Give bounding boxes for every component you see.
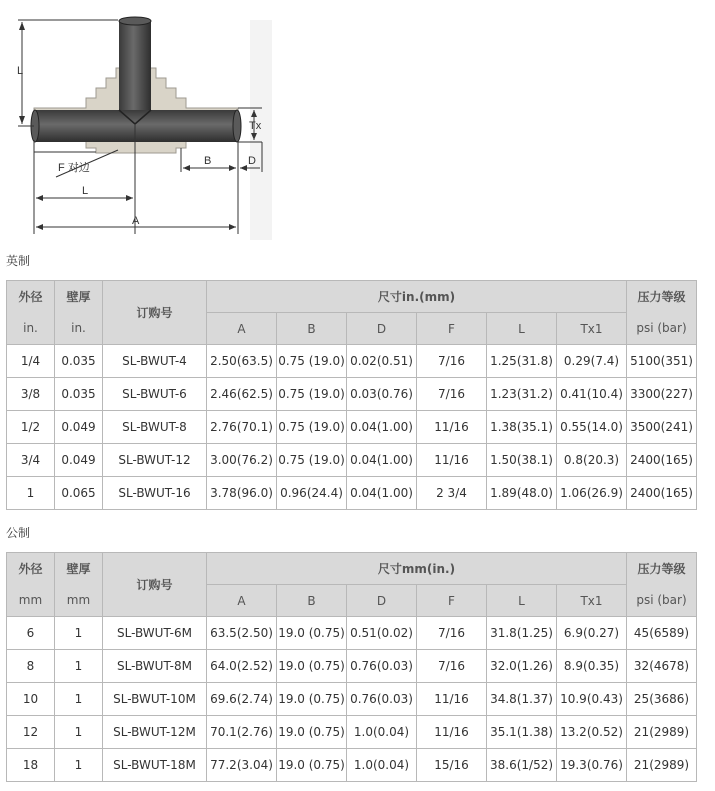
header-col-f: F	[417, 313, 487, 345]
cell-wall: 1	[55, 683, 103, 716]
metric-section-title: 公制	[6, 526, 31, 540]
cell-wall: 1	[55, 617, 103, 650]
cell-a: 2.46(62.5)	[207, 378, 277, 411]
cell-tx1: 13.2(0.52)	[557, 716, 627, 749]
cell-wall: 0.035	[55, 345, 103, 378]
cell-d: 0.76(0.03)	[347, 683, 417, 716]
header-col-b: B	[277, 313, 347, 345]
header-dims: 尺寸mm(in.)	[207, 553, 627, 585]
cell-b: 0.75 (19.0)	[277, 411, 347, 444]
header-col-tx1: Tx1	[557, 585, 627, 617]
table-row	[7, 683, 697, 716]
header-od-label: 外径	[18, 289, 43, 304]
cell-f: 7/16	[417, 650, 487, 683]
cell-a: 69.6(2.74)	[207, 683, 277, 716]
header-col-a: A	[207, 313, 277, 345]
cell-f: 7/16	[417, 378, 487, 411]
cell-f: 15/16	[417, 749, 487, 782]
table-row	[7, 716, 697, 749]
cell-l: 35.1(1.38)	[487, 716, 557, 749]
header-wall-unit: mm	[66, 592, 91, 607]
cell-f: 11/16	[417, 411, 487, 444]
cell-wall: 1	[55, 749, 103, 782]
cell-l: 1.23(31.2)	[487, 378, 557, 411]
header-wall-label: 壁厚	[66, 289, 91, 304]
cell-tx1: 0.55(14.0)	[557, 411, 627, 444]
imperial-section-title: 英制	[6, 254, 31, 268]
cell-b: 0.75 (19.0)	[277, 444, 347, 477]
cell-pressure: 25(3686)	[627, 683, 697, 716]
cell-pressure: 2400(165)	[627, 477, 697, 510]
cell-part-number: SL-BWUT-8	[103, 411, 207, 444]
header-pressure	[627, 281, 697, 345]
cell-b: 19.0 (0.75)	[277, 617, 347, 650]
cell-od: 3/4	[7, 444, 55, 477]
imperial-table-body	[7, 345, 697, 510]
cell-l: 31.8(1.25)	[487, 617, 557, 650]
cell-part-number: SL-BWUT-10M	[103, 683, 207, 716]
cell-f: 11/16	[417, 716, 487, 749]
cell-d: 0.03(0.76)	[347, 378, 417, 411]
cell-l: 1.38(35.1)	[487, 411, 557, 444]
dim-label-l-bottom: L	[82, 185, 89, 197]
metric-spec-table	[6, 552, 697, 782]
dim-label-d: D	[248, 155, 256, 167]
table-row	[7, 749, 697, 782]
cell-od: 6	[7, 617, 55, 650]
cell-pressure: 32(4678)	[627, 650, 697, 683]
dim-label-f: F 对边	[58, 162, 90, 174]
cell-pressure: 3300(227)	[627, 378, 697, 411]
cell-part-number: SL-BWUT-18M	[103, 749, 207, 782]
header-wall-label: 壁厚	[66, 561, 91, 576]
cell-tx1: 0.41(10.4)	[557, 378, 627, 411]
cell-a: 70.1(2.76)	[207, 716, 277, 749]
table-row	[7, 378, 697, 411]
cell-f: 7/16	[417, 617, 487, 650]
cell-b: 0.75 (19.0)	[277, 345, 347, 378]
cell-pressure: 21(2989)	[627, 716, 697, 749]
cell-a: 64.0(2.52)	[207, 650, 277, 683]
cell-d: 0.76(0.03)	[347, 650, 417, 683]
cell-a: 2.50(63.5)	[207, 345, 277, 378]
cell-part-number: SL-BWUT-8M	[103, 650, 207, 683]
cell-a: 3.00(76.2)	[207, 444, 277, 477]
horizontal-pipe	[34, 110, 238, 142]
cell-tx1: 10.9(0.43)	[557, 683, 627, 716]
header-col-tx1: Tx1	[557, 313, 627, 345]
header-od	[7, 553, 55, 617]
cell-tx1: 6.9(0.27)	[557, 617, 627, 650]
header-pressure	[627, 553, 697, 617]
dim-label-tx: Tx	[249, 120, 262, 132]
cell-f: 7/16	[417, 345, 487, 378]
cell-od: 1/4	[7, 345, 55, 378]
cell-tx1: 19.3(0.76)	[557, 749, 627, 782]
cell-f: 2 3/4	[417, 477, 487, 510]
cell-f: 11/16	[417, 444, 487, 477]
header-pressure-unit: psi (bar)	[636, 592, 687, 607]
tee-fitting-diagram	[0, 0, 272, 244]
table-row	[7, 650, 697, 683]
header-col-a: A	[207, 585, 277, 617]
cell-f: 11/16	[417, 683, 487, 716]
header-od-unit: in.	[23, 320, 38, 335]
table-row	[7, 444, 697, 477]
header-part: 订购号	[103, 553, 207, 617]
cell-od: 10	[7, 683, 55, 716]
cell-b: 0.75 (19.0)	[277, 378, 347, 411]
cell-b: 19.0 (0.75)	[277, 650, 347, 683]
cell-part-number: SL-BWUT-4	[103, 345, 207, 378]
cell-part-number: SL-BWUT-12M	[103, 716, 207, 749]
cell-d: 0.04(1.00)	[347, 444, 417, 477]
cell-pressure: 45(6589)	[627, 617, 697, 650]
cell-d: 0.02(0.51)	[347, 345, 417, 378]
cell-wall: 0.049	[55, 444, 103, 477]
right-pipe-end	[233, 110, 241, 142]
cell-od: 3/8	[7, 378, 55, 411]
header-pressure-label: 压力等级	[637, 561, 686, 576]
header-col-f: F	[417, 585, 487, 617]
cell-pressure: 5100(351)	[627, 345, 697, 378]
header-wall	[55, 553, 103, 617]
cell-a: 63.5(2.50)	[207, 617, 277, 650]
cell-od: 8	[7, 650, 55, 683]
cell-d: 0.51(0.02)	[347, 617, 417, 650]
cell-b: 0.96(24.4)	[277, 477, 347, 510]
cell-d: 0.04(1.00)	[347, 411, 417, 444]
vertical-pipe	[119, 20, 151, 124]
table-row	[7, 345, 697, 378]
header-od	[7, 281, 55, 345]
cell-wall: 0.035	[55, 378, 103, 411]
dim-label-a: A	[132, 215, 140, 227]
cell-b: 19.0 (0.75)	[277, 749, 347, 782]
header-pressure-unit: psi (bar)	[636, 320, 687, 335]
cell-wall: 1	[55, 716, 103, 749]
header-col-l: L	[487, 585, 557, 617]
header-col-d: D	[347, 585, 417, 617]
vertical-pipe-end	[119, 17, 151, 25]
header-dims: 尺寸in.(mm)	[207, 281, 627, 313]
cell-od: 1	[7, 477, 55, 510]
table-row	[7, 411, 697, 444]
cell-tx1: 0.29(7.4)	[557, 345, 627, 378]
cell-d: 1.0(0.04)	[347, 716, 417, 749]
header-col-l: L	[487, 313, 557, 345]
cell-l: 34.8(1.37)	[487, 683, 557, 716]
cell-a: 77.2(3.04)	[207, 749, 277, 782]
header-wall	[55, 281, 103, 345]
dim-label-l-top: L	[17, 65, 24, 77]
cell-tx1: 1.06(26.9)	[557, 477, 627, 510]
dim-label-b: B	[204, 155, 212, 167]
cell-pressure: 3500(241)	[627, 411, 697, 444]
header-wall-unit: in.	[71, 320, 86, 335]
cell-od: 12	[7, 716, 55, 749]
cell-b: 19.0 (0.75)	[277, 716, 347, 749]
table-row	[7, 477, 697, 510]
header-od-unit: mm	[18, 592, 43, 607]
cell-d: 0.04(1.00)	[347, 477, 417, 510]
cell-wall: 0.049	[55, 411, 103, 444]
cell-tx1: 8.9(0.35)	[557, 650, 627, 683]
cell-od: 18	[7, 749, 55, 782]
cell-part-number: SL-BWUT-6M	[103, 617, 207, 650]
cell-l: 32.0(1.26)	[487, 650, 557, 683]
header-col-b: B	[277, 585, 347, 617]
cell-d: 1.0(0.04)	[347, 749, 417, 782]
cell-a: 3.78(96.0)	[207, 477, 277, 510]
header-pressure-label: 压力等级	[637, 289, 686, 304]
imperial-spec-table	[6, 280, 697, 510]
cell-a: 2.76(70.1)	[207, 411, 277, 444]
cell-l: 38.6(1/52)	[487, 749, 557, 782]
cell-l: 1.89(48.0)	[487, 477, 557, 510]
cell-od: 1/2	[7, 411, 55, 444]
cell-tx1: 0.8(20.3)	[557, 444, 627, 477]
metric-table-body	[7, 617, 697, 782]
cell-pressure: 2400(165)	[627, 444, 697, 477]
header-col-d: D	[347, 313, 417, 345]
cell-l: 1.50(38.1)	[487, 444, 557, 477]
header-part: 订购号	[103, 281, 207, 345]
cell-part-number: SL-BWUT-16	[103, 477, 207, 510]
cell-l: 1.25(31.8)	[487, 345, 557, 378]
cell-part-number: SL-BWUT-12	[103, 444, 207, 477]
cell-pressure: 21(2989)	[627, 749, 697, 782]
cell-part-number: SL-BWUT-6	[103, 378, 207, 411]
cell-b: 19.0 (0.75)	[277, 683, 347, 716]
cell-wall: 0.065	[55, 477, 103, 510]
header-od-label: 外径	[18, 561, 43, 576]
cell-wall: 1	[55, 650, 103, 683]
table-row	[7, 617, 697, 650]
